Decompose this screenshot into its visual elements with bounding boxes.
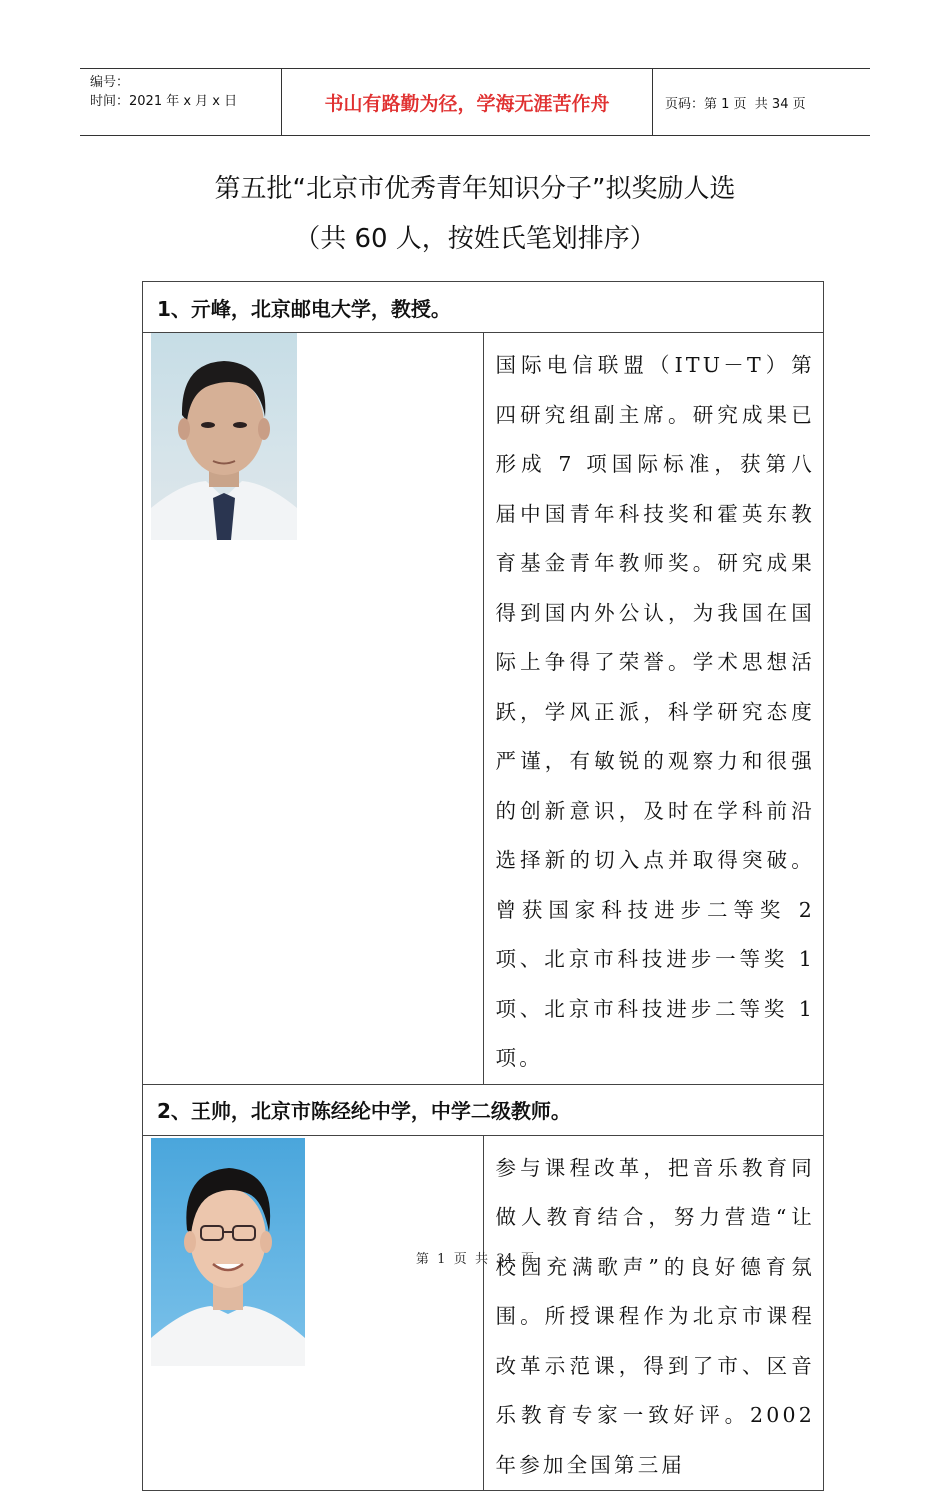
entry-body-row [143, 1135, 824, 1491]
page-label: 页码：第 1 页 共 34 页 [665, 96, 806, 112]
entry-description: 国际电信联盟（ITU－T）第四研究组副主席。研究成果已形成 7 项国际标准，获第八届中国青年科技奖和霍英东教育基金青年教师奖。研究成果得到国内外公认，为我国在国际上争得了荣誉。学术思想活跃，学风正派，科学研究态度严谨，有敏锐的观察力和很强的创新意识，及时在学科前沿选择新的切入点并取得突破。曾获国家科技进步二等奖 2 项、北京市科技进步一等奖 1 项、北京市科技进步二等奖 1 项。 [483, 333, 824, 1085]
header-meta [80, 69, 281, 135]
entry-heading: 2、王帅，北京市陈经纶中学，中学二级教师。 [143, 1084, 824, 1135]
photo-cell [143, 1135, 484, 1491]
entry-body-row [143, 333, 824, 1085]
entry-heading: 1、亓峰，北京邮电大学，教授。 [143, 282, 824, 333]
header-motto: 书山有路勤为径，学海无涯苦作舟 [281, 69, 653, 135]
time-label: 时间：2021 年 x 月 x 日 [90, 94, 238, 109]
page-header [80, 68, 870, 136]
candidate-table [142, 281, 824, 1491]
serial-label: 编号： [90, 75, 130, 90]
header-page-info [653, 69, 870, 135]
entry-description: 参与课程改革，把音乐教育同做人教育结合，努力营造“让校园充满歌声”的良好德育氛围。所授课程作为北京市课程改革示范课，得到了市、区音乐教育专家一致好评。2002 年参加全国第三届 [483, 1135, 824, 1491]
portrait-photo-icon [151, 333, 297, 540]
page-footer: 第 1 页 共 34 页 [415, 1252, 535, 1267]
entry-heading-row [143, 282, 824, 333]
page-subtitle: （共 60 人，按姓氏笔划排序） [294, 224, 656, 254]
page-title: 第五批“北京市优秀青年知识分子”拟奖励人选 [214, 174, 736, 204]
portrait-photo [151, 333, 297, 540]
photo-cell [143, 333, 484, 1085]
entry-heading-row [143, 1084, 824, 1135]
